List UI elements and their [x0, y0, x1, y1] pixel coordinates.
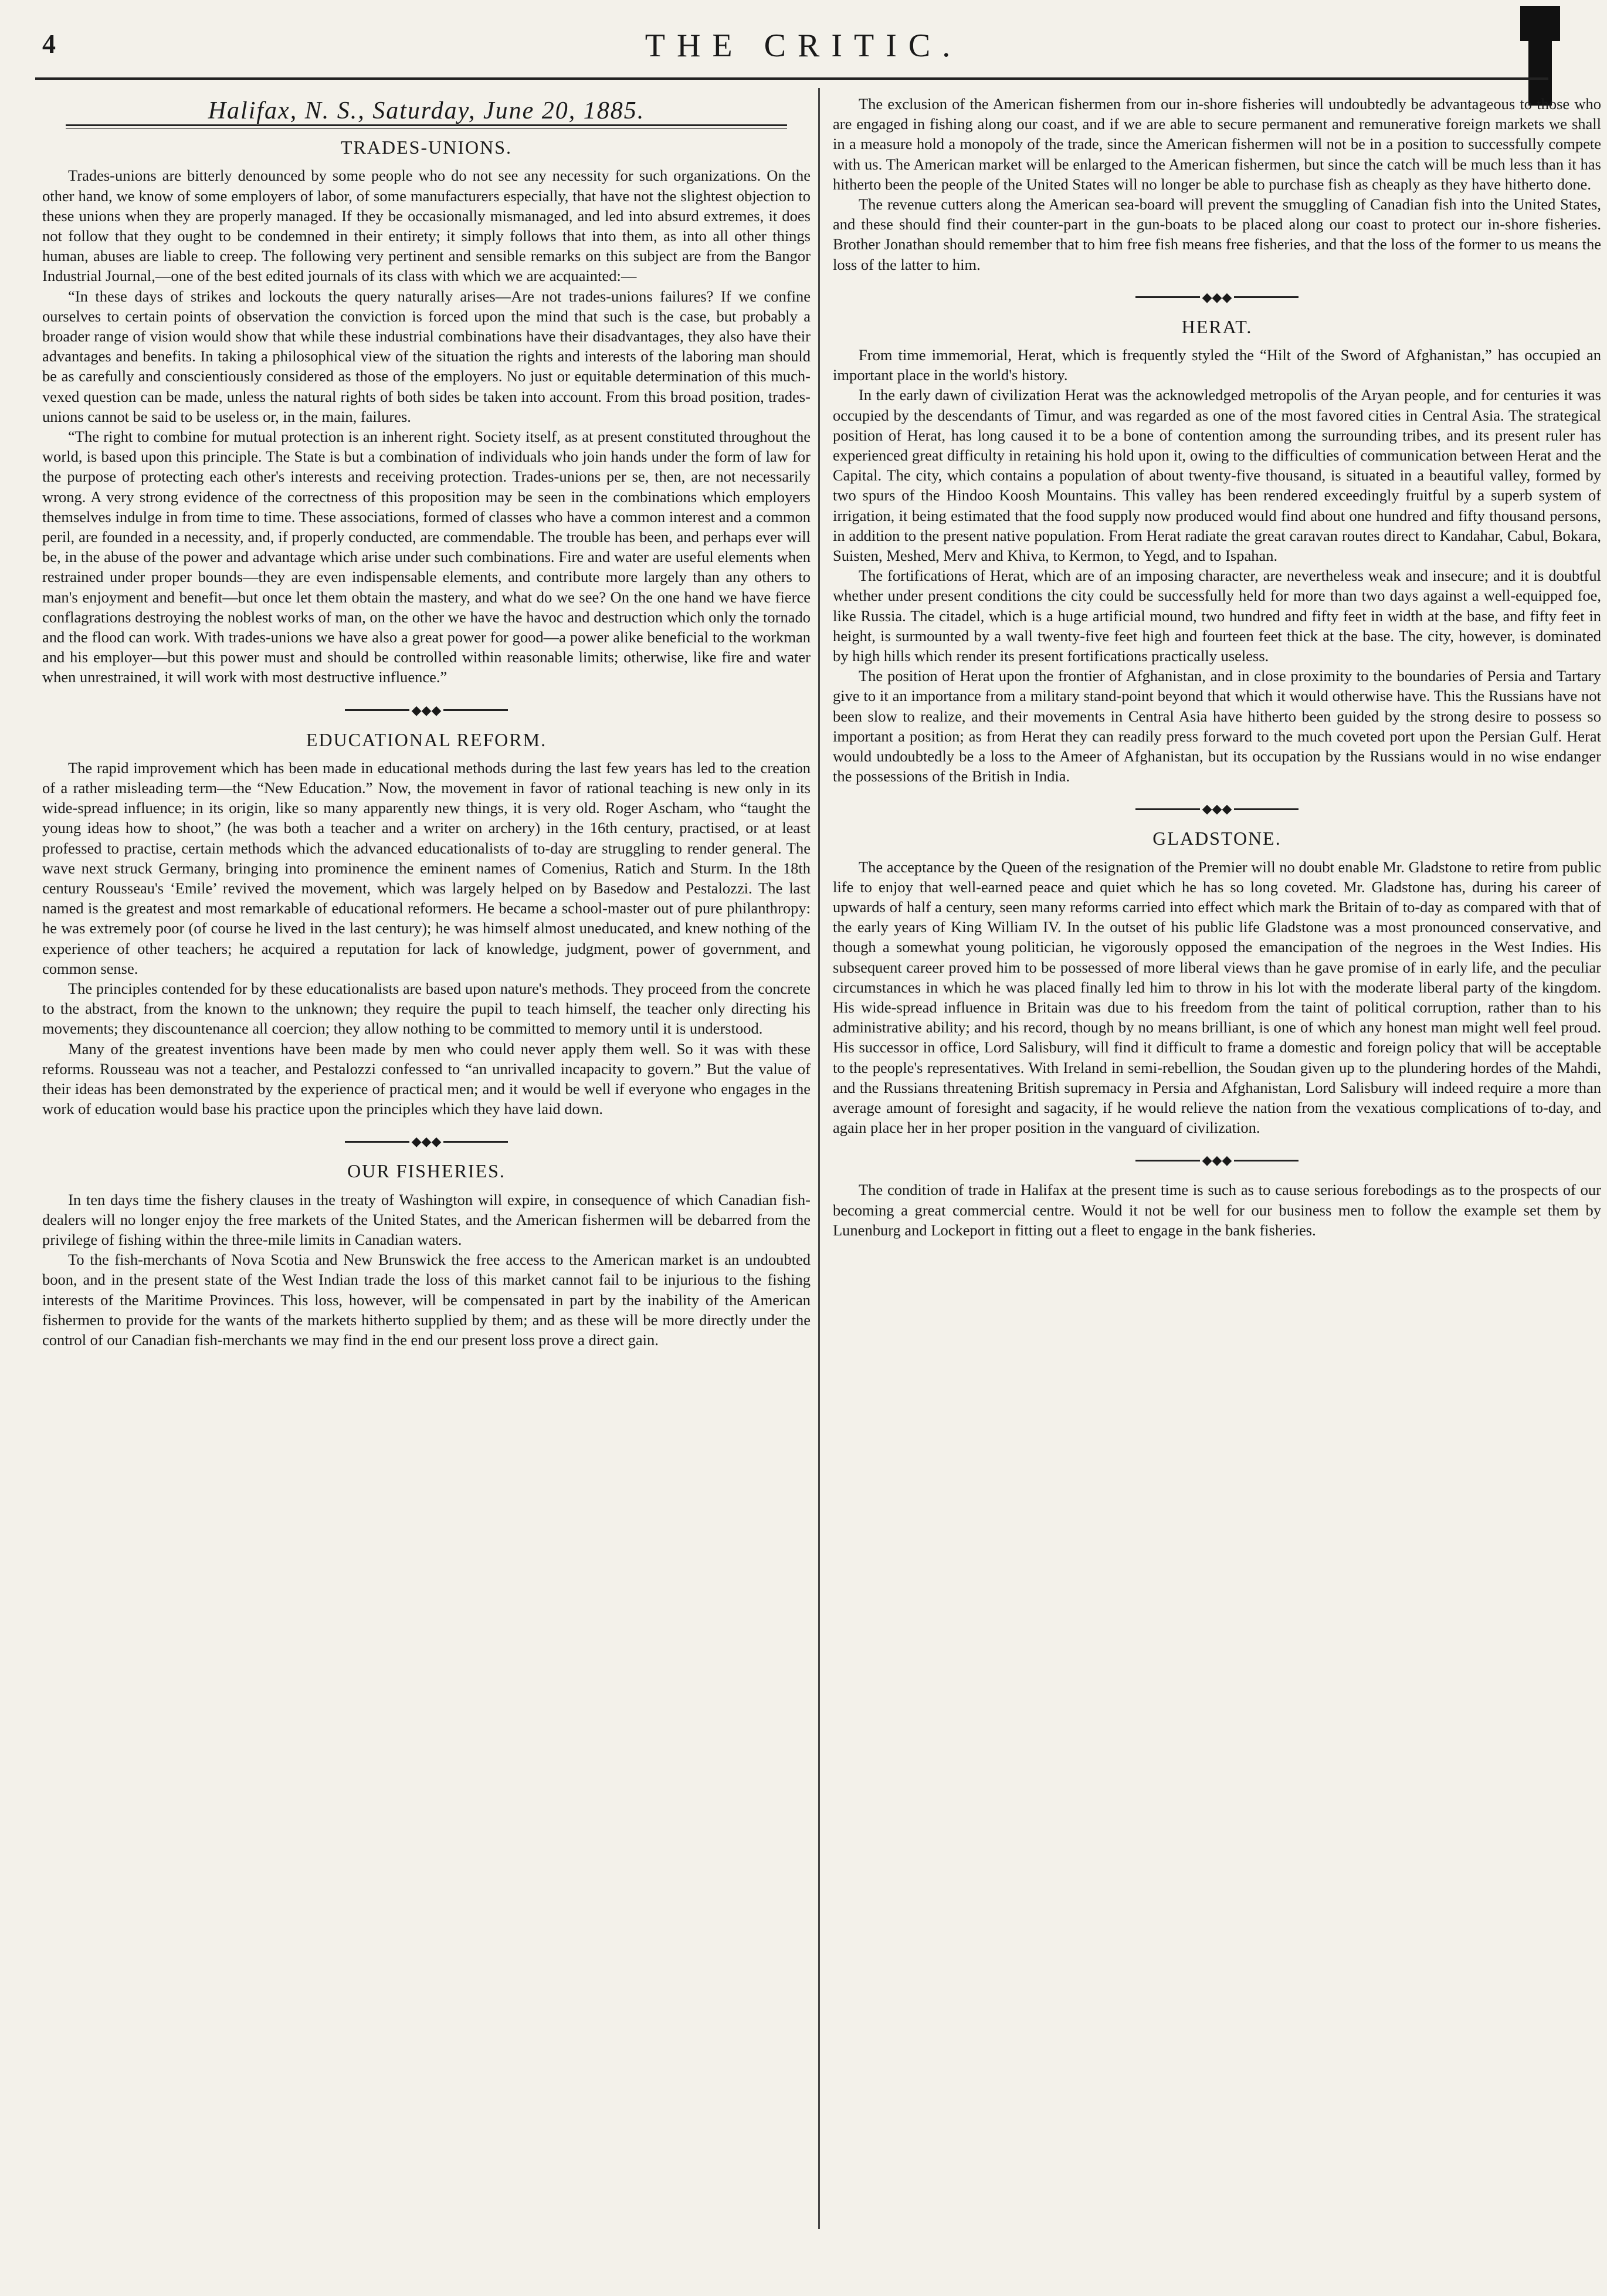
article-paragraph: The acceptance by the Queen of the resignation of the Premier will no doubt enable Mr. Gladstone to retire from public life to enjoy that well-earned peace and quiet which he has so long coveted. Mr. Gladstone has, during his career of upwards of half a century, seen many reforms carried into effect which mark the Britain of to-day as compared with that of the early years of King William IV. In the outset of his public life Gladstone was a most pronounced conservative, and though a somewhat young politician, he vigorously opposed the emancipation of the negroes in the West Indies. His subsequent career proved him to be possessed of more liberal views than he gave promise of in early life, and the peculiar circumstances in which he was placed finally led him to throw in his lot with the moderate liberal party of the kingdom. His wide-spread influence in Britain was due to his freedom from the taint of political corruption, rather than to his administrative ability; and his record, though by no means brilliant, is one of which any honest man might well feel proud. His successor in office, Lord Salisbury, will find it difficult to frame a domestic and foreign policy that will be acceptable to the people's representatives. With Ireland in semi-rebellion, the Soudan given up to the plundering hordes of the Mahdi, and the Russians threatening British supremacy in Persia and Afghanistan, Lord Salisbury will indeed require a more than average amount of foresight and sagacity, if he would relieve the nation from the vexatious complications of to-day, and again place her in her proper position in the vanguard of civilization.	[833, 858, 1601, 1137]
divider-ornament: ◆◆◆	[1202, 1153, 1232, 1168]
article-gladstone	[833, 828, 1601, 1137]
article-herat	[833, 317, 1601, 787]
article-title: TRADES-UNIONS.	[341, 137, 512, 158]
article-title: EDUCATIONAL REFORM.	[306, 729, 547, 750]
article-paragraph: The condition of trade in Halifax at the present time is such as to cause serious forebodings as to the prospects of our becoming a great commercial centre. Would it not be well for our business men to follow the example set them by Lunenburg and Lockeport in fitting out a fleet to engage in the bank fisheries.	[833, 1181, 1601, 1239]
divider-ornament: ◆◆◆	[411, 702, 442, 717]
margin-mark	[1528, 6, 1552, 106]
article-paragraph: The rapid improvement which has been made in educational methods during the last few years has led to the creation of a rather misleading term—the “New Education.” Now, the movement in favor of rational teaching is new only in its wide-spread influence; in its origin, like so many apparently new things, it is very old. Roger Ascham, who “taught the young ideas how to shoot,” (he was both a teacher and a writer on archery) in the 16th century, practised, or at least professed to practise, certain methods which the advanced educationalists of to-day are struggling to render general. The wave next struck Germany, bringing into prominence the eminent names of Comenius, Ratich and Sturm. In the 18th century Rousseau's ‘Emile’ revived the movement, which was largely helped on by Basedow and Pestalozzi. The last named is the greatest and most remarkable of educational reformers. He became a school-master out of pure philanthropy: he was extremely poor (of course he lived in the last century); he was himself almost uneducated, and knew nothing of the experience of other teachers; he acquired a reputation for lack of knowledge, judgment, power of government, and common sense.	[42, 758, 811, 977]
article-paragraph: The fortifications of Herat, which are of an imposing character, are nevertheless weak and insecure; and it is doubtful whether under present conditions the city could be successfully held for more than two days against a well-equipped foe, like Russia. The citadel, which is a huge artificial mound, two hundred and fifty feet in width at the base, and fifty feet in height, is surmounted by a wall twenty-five feet high and fourteen feet thick at the base. The city, however, is dominated by high hills which render its present fortifications practically useless.	[833, 567, 1601, 665]
section-divider	[833, 801, 1601, 815]
divider-ornament: ◆◆◆	[411, 1134, 442, 1149]
article-title: OUR FISHERIES.	[347, 1160, 506, 1182]
page-number: 4	[42, 29, 56, 59]
article-trades-unions	[42, 137, 811, 687]
article-title: HERAT.	[1181, 316, 1253, 337]
article-paragraph: “The right to combine for mutual protection is an inherent right. Society itself, as at present constituted throughout the world, is based upon this principle. The State is but a combination of individuals who join hands under the form of law for the purpose of protecting each other's interests and receiving protection. Trades-unions per se, then, are not necessarily wrong. A very strong evidence of the correctness of this proposition may be seen in the combinations which employers themselves indulge in from time to time. These associations, formed of classes who have a common interest and a common peril, are founded in a necessity, and, if properly conducted, are commendable. The trouble has been, and perhaps ever will be, in the abuse of the power and advantage which arise under such combinations. Fire and water are useful elements when restrained under proper bounds—they are even indispensable elements, and contribute more largely than any others to man's enjoyment and benefit—but once let them obtain the mastery, and what do we see? On the one hand we have fierce conflagrations destroying the noblest works of man, on the other we have the havoc and destruction which only the tornado and the flood can work. With trades-unions we have also a great power for good—a power alike beneficial to the workman and his employer—but this power must and should be controlled within reasonable limits; otherwise, like fire and water when unrestrained, it will work with most destructive influence.”	[42, 428, 811, 686]
article-title: GLADSTONE.	[1152, 828, 1281, 849]
article-our-fisheries-continued	[833, 94, 1601, 275]
column-rule	[818, 88, 820, 2229]
header-rule	[35, 77, 1548, 80]
article-educational-reform	[42, 730, 811, 1119]
masthead: THE CRITIC.	[645, 28, 962, 64]
article-our-fisheries	[42, 1161, 811, 1350]
right-column	[833, 94, 1601, 1240]
dateline-rule	[66, 124, 787, 129]
article-paragraph: Many of the greatest inventions have been made by men who could never apply them well. So it was with these reforms. Rousseau was not a teacher, and Pestalozzi confessed to “an unrivalled incapacity to govern.” But the value of their ideas has been demonstrated by the experience of practical men; and it would be well if everyone who engages in the work of education would base his practice upon the principles which they have laid down.	[42, 1039, 811, 1118]
article-halifax-trade	[833, 1180, 1601, 1240]
article-paragraph: The principles contended for by these educationalists are based upon nature's methods. They proceed from the concrete to the abstract, from the known to the unknown; they require the pupil to teach himself, the teacher only directing his movements; they discountenance all coercion; they allow nothing to be committed to memory until it is understood.	[42, 980, 811, 1038]
divider-ornament: ◆◆◆	[1202, 801, 1232, 817]
article-paragraph: “In these days of strikes and lockouts the query naturally arises—Are not trades-unions failures? If we confine ourselves to certain points of observation the conviction is forced upon the mind that such is the case, but probably a broader range of vision would show that while these industrial combinations have their disadvantages, they also have their advantages and benefits. In taking a philosophical view of the situation the rights and interests of the laboring man should be as carefully and conscientiously considered as those of the employers. No just or equitable determination of this much-vexed question can be made, unless the natural rights of both sides be taken into account. From this broad position, trades-unions cannot be said to be useless or, in the main, failures.	[42, 287, 811, 425]
section-divider	[42, 1135, 811, 1149]
article-paragraph: Trades-unions are bitterly denounced by some people who do not see any necessity for such organizations. On the other hand, we know of some employers of labor, of some manufacturers especially, that have not the slightest objection to these unions when they are properly managed. If they be occasionally mismanaged, and led into absurd extremes, it does not follow that they ought to be condemned in their entirety; it simply follows that into them, as into all other things human, abuses are liable to creep. The following very pertinent and sensible remarks on this subject are from the Bangor Industrial Journal,—one of the best edited journals of its class with which we are acquainted:—	[42, 167, 811, 285]
article-paragraph: The revenue cutters along the American sea-board will prevent the smuggling of Canadian fish into the United States, and these should find their counter-part in the gun-boats to be placed along our coast to protect our in-shore fisheries. Brother Jonathan should remember that to him free fish means free fisheries, and that the loss of the former to us means the loss of the latter to him.	[833, 195, 1601, 273]
dateline: Halifax, N. S., Saturday, June 20, 1885.	[208, 97, 645, 124]
divider-ornament: ◆◆◆	[1202, 289, 1232, 304]
section-divider	[42, 703, 811, 717]
section-divider	[833, 290, 1601, 304]
left-column	[42, 94, 811, 1350]
section-divider	[833, 1153, 1601, 1167]
article-paragraph: From time immemorial, Herat, which is frequently styled the “Hilt of the Sword of Afghanistan,” has occupied an important place in the world's history.	[833, 346, 1601, 384]
article-paragraph: The position of Herat upon the frontier of Afghanistan, and in close proximity to the boundaries of Persia and Tartary give to it an importance from a military stand-point beyond that which it would otherwise have. This the Russians have not been slow to realize, and their movements in Central Asia have hitherto been guided by the strong desire to possess so important a position; as from Herat they can readily press forward to the much coveted port upon the Persian Gulf. Herat would undoubtedly be a loss to the Ameer of Afghanistan, but its occupation by the Russians would in no wise endanger the possessions of the British in India.	[833, 667, 1601, 785]
article-paragraph: To the fish-merchants of Nova Scotia and New Brunswick the free access to the American market is an undoubted boon, and in the present state of the West Indian trade the loss of this market cannot fail to be injurious to the fishing interests of the Maritime Provinces. This loss, however, will be compensated in part by the inability of the American fishermen to provide for the wants of the markets hitherto supplied by them; and as these will be more directly under the control of our Canadian fish-merchants we may find in the end our present loss prove a direct gain.	[42, 1251, 811, 1349]
article-paragraph: The exclusion of the American fishermen from our in-shore fisheries will undoubtedly be advantageous to those who are engaged in fishing along our coast, and if we are able to secure permanent and remunerative foreign markets we shall in a measure hold a monopoly of the trade, since the American fishermen will not be in a position to successfully compete with us. The American market will be enlarged to the American fishermen, but since the catch will be much less than it has hitherto been the people of the United States will no longer be able to purchase fish as cheaply as they have hitherto done.	[833, 95, 1601, 193]
article-paragraph: In ten days time the fishery clauses in the treaty of Washington will expire, in consequence of which Canadian fish-dealers will no longer enjoy the free markets of the United States, and the American fishermen will be debarred from the privilege of fishing within the three-mile limits in Canadian waters.	[42, 1190, 811, 1249]
article-paragraph: In the early dawn of civilization Herat was the acknowledged metropolis of the Aryan people, and for centuries it was occupied by the descendants of Timur, and was regarded as one of the most favored cities in Central Asia. The strategical position of Herat, has long caused it to be a bone of contention among the surrounding tribes, and its present ruler has experienced great difficulty in retaining his hold upon it, owing to the difficulties of communication between Herat and the Capital. The city, which contains a population of about twenty-five thousand, is situated in a beautiful valley, formed by two spurs of the Hindoo Koosh Mountains. This valley has been rendered exceedingly fruitful by a superb system of irrigation, it being estimated that the food supply now produced would find about one hundred and fifty thousand persons, in addition to the present native population. From Herat radiate the great caravan routes direct to Kandahar, Cabul, Bokara, Suisten, Meshed, Merv and Khiva, to Kermon, to Yegd, and to Ispahan.	[833, 386, 1601, 565]
